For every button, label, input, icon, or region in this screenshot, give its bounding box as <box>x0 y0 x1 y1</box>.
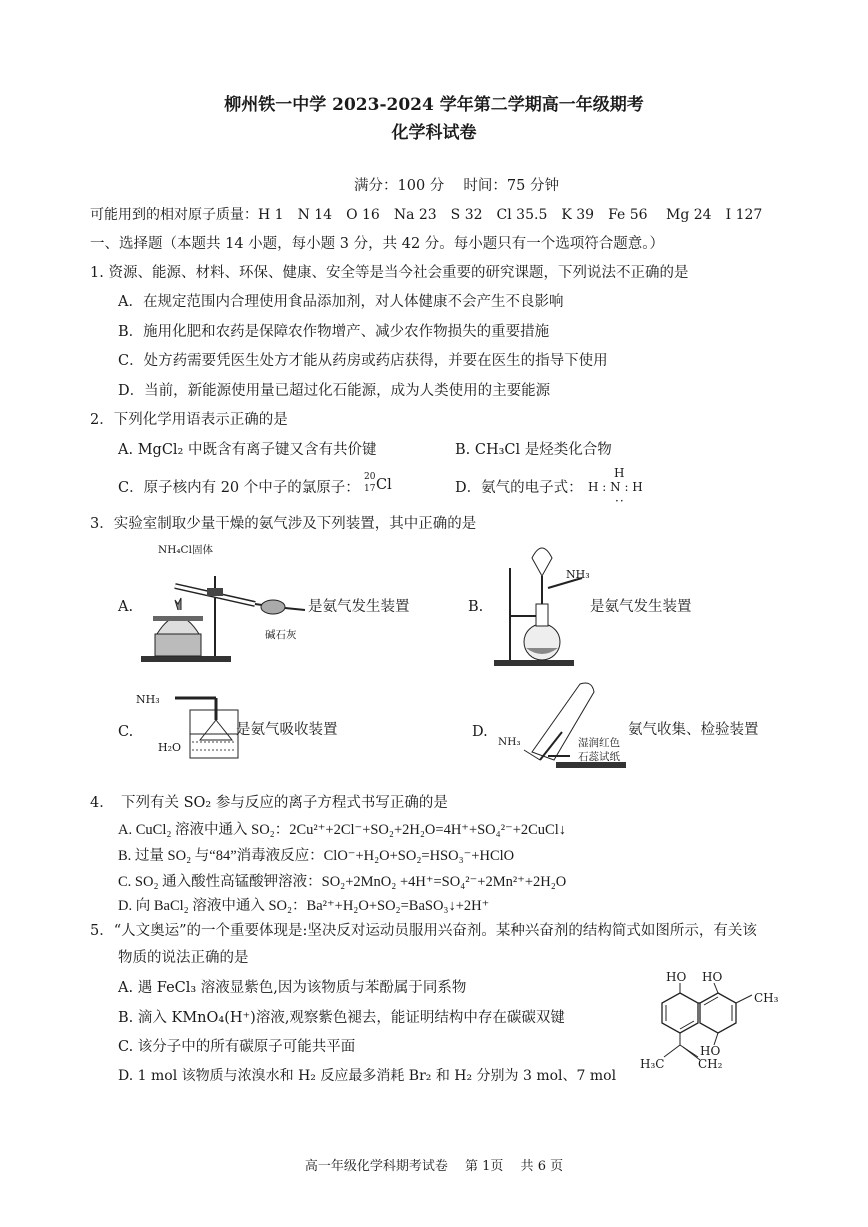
label-nh3-b: NH₃ <box>566 568 590 581</box>
struct-ho-3: HO <box>700 1044 721 1058</box>
q1-option-c: C．处方药需要凭医生处方才能从药房或药店获得，并要在医生的指导下使用 <box>118 353 608 369</box>
q5-option-b: B. 滴入 KMnO₄(H⁺)溶液,观察紫色褪去，能证明结构中存在碳碳双键 <box>118 1010 565 1026</box>
exam-subtitle: 化学科试卷 <box>391 123 477 143</box>
electron-formula-top-h: H <box>614 466 625 480</box>
q5-stem-line2: 物质的说法正确的是 <box>118 950 249 966</box>
q4-option-c: C. SO₂ 通入酸性高锰酸钾溶液：SO₂+2MnO₂ +4H⁺=SO₄²⁻+2Mn²⁺+2H₂O <box>118 874 567 890</box>
nuclide-mass-number: 20 <box>364 472 376 482</box>
q4-option-b: B. 过量 SO₂ 与“84”消毒液反应：ClO⁻+H₂O+SO₂=HSO₃⁻+HClO <box>118 848 515 864</box>
nuclide-symbol: Cl <box>376 477 392 493</box>
label-litmus-2: 石蕊试纸 <box>578 751 620 763</box>
label-nh4cl-solid: NH₄Cl固体 <box>158 544 213 556</box>
q4-stem: 4． 下列有关 SO₂ 参与反应的离子方程式书写正确的是 <box>90 795 448 811</box>
ammonia-electron-formula <box>588 466 658 506</box>
q3-option-c-text: 是氨气吸收装置 <box>236 722 338 738</box>
q2-stem: 2．下列化学用语表示正确的是 <box>90 412 288 428</box>
q3-option-a-text: 是氨气发生装置 <box>308 599 410 615</box>
q1-option-d: D．当前，新能源使用量已超过化石能源，成为人类使用的主要能源 <box>118 383 551 399</box>
label-litmus-1: 湿润红色 <box>578 737 620 749</box>
q5-option-a: A. 遇 FeCl₃ 溶液显紫色,因为该物质与苯酚属于同系物 <box>118 980 467 996</box>
q2-option-c: C．原子核内有 20 个中子的氯原子： <box>118 480 360 496</box>
section-heading: 一、选择题（本题共 14 小题，每小题 3 分，共 42 分。每小题只有一个选项符合题意。） <box>90 236 665 252</box>
apparatus-b-diagram <box>492 538 592 670</box>
q3-option-a-letter: A. <box>118 599 134 615</box>
chlorine-nuclide <box>364 472 404 502</box>
q3-option-d-letter: D. <box>472 724 488 740</box>
label-nh3-c: NH₃ <box>136 693 160 706</box>
electron-formula-row: H : N : H <box>588 480 643 494</box>
q3-stem: 3．实验室制取少量干燥的氨气涉及下列装置，其中正确的是 <box>90 516 477 532</box>
label-h2o: H₂O <box>158 741 182 754</box>
label-nh3-d: NH₃ <box>498 736 521 748</box>
lone-pair-dots: ·· <box>615 494 625 508</box>
q5-option-c: C. 该分子中的所有碳原子可能共平面 <box>118 1039 356 1055</box>
exam-title: 柳州铁一中学 2023-2024 学年第二学期高一年级期考 <box>224 95 644 115</box>
atomic-masses: 可能用到的相对原子质量：H 1 N 14 O 16 Na 23 S 32 Cl 35.5 K 39 Fe 56 Mg 24 I 127 <box>90 207 763 223</box>
struct-ch2: CH₂ <box>698 1057 723 1071</box>
page-footer: 高一年级化学科期考试卷 第 1页 共 6 页 <box>304 1159 564 1174</box>
label-soda-lime: 碱石灰 <box>265 629 297 641</box>
q1-option-b: B．施用化肥和农药是保障农作物增产、减少农作物损失的重要措施 <box>118 324 550 340</box>
q1-option-a: A．在规定范围内合理使用食品添加剂，对人体健康不会产生不良影响 <box>118 294 564 310</box>
q5-option-d: D. 1 mol 该物质与浓溴水和 H₂ 反应最多消耗 Br₂ 和 H₂ 分别为 3 mol、7 mol <box>118 1068 617 1084</box>
q3-option-b-letter: B. <box>468 599 484 615</box>
q4-option-d: D. 向 BaCl₂ 溶液中通入 SO₂：Ba²⁺+H₂O+SO₂=BaSO₃↓+2H⁺ <box>118 898 490 914</box>
struct-h3c: H₃C <box>640 1057 665 1071</box>
q2-option-d: D．氨气的电子式： <box>455 480 583 496</box>
q2-option-a: A. MgCl₂ 中既含有离子键又含有共价键 <box>118 442 377 458</box>
score-time: 满分：100 分 时间：75 分钟 <box>354 178 559 194</box>
q3-option-b-text: 是氨气发生装置 <box>590 599 692 615</box>
q2-option-b: B. CH₃Cl 是烃类化合物 <box>455 442 612 458</box>
q5-stem-line1: 5．“人文奥运”的一个重要体现是:坚决反对运动员服用兴奋剂。某种兴奋剂的结构简式如图所示，有关该 <box>90 923 757 939</box>
q3-option-c-letter: C. <box>118 724 134 740</box>
struct-ch3: CH₃ <box>754 991 779 1005</box>
q1-stem: 1. 资源、能源、材料、环保、健康、安全等是当今社会重要的研究课题，下列说法不正确的是 <box>90 265 689 281</box>
q4-option-a: A. CuCl₂ 溶液中通入 SO₂：2Cu²⁺+2Cl⁻+SO₂+2H₂O=4H⁺+SO₄²⁻+2CuCl↓ <box>118 822 567 838</box>
struct-ho-2: HO <box>702 970 723 984</box>
q3-option-d-text: 氨气收集、检验装置 <box>628 722 759 738</box>
struct-ho-1: HO <box>666 970 687 984</box>
nuclide-atomic-number: 17 <box>364 484 376 494</box>
